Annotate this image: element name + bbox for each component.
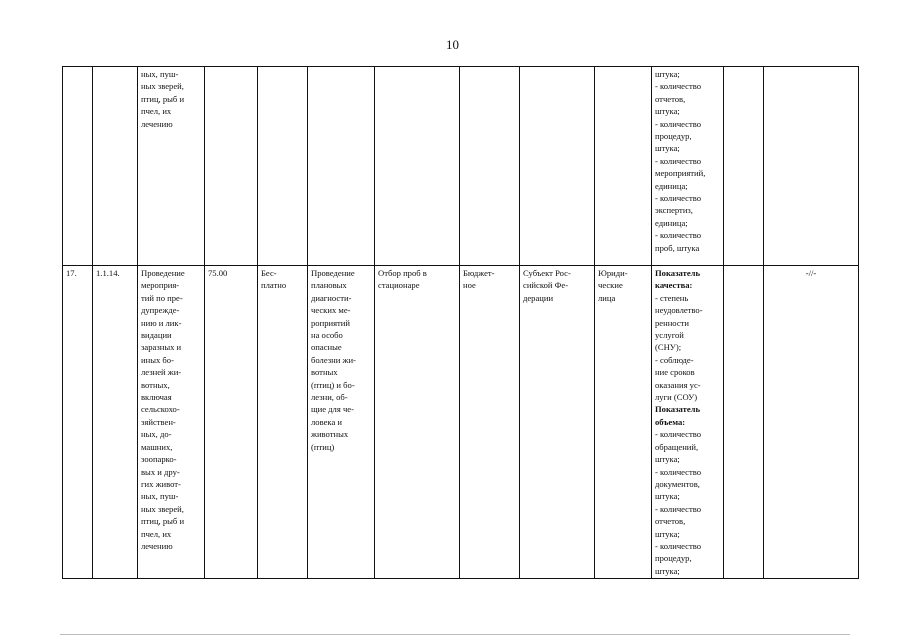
cell-service-name: Проведение мероприя- тий по пре- дупрежде- нию и лик- видации заразных и иных бо- лезней жи- вотных, включая сельскохо- зяйствен- ных, до- машних, зоопарко- вых и дру- гих живот- ных, пуш- ных зверей, птиц, рыб и пчел, их лечению <box>138 266 205 579</box>
indicator-line: объема: <box>655 416 686 427</box>
services-register-table <box>62 66 859 579</box>
cell-institution-type: Бюджет- ное <box>460 266 520 579</box>
indicator-line: документов, <box>655 478 700 489</box>
indicator-line: луги (СОУ) <box>655 392 698 403</box>
indicator-line: - степень <box>655 292 689 303</box>
indicator-line: штука; <box>655 491 680 502</box>
cell-basis: -//- <box>764 266 859 579</box>
cell-code <box>93 67 138 266</box>
indicator-line: обращений, <box>655 441 699 452</box>
cell-founder <box>520 67 595 266</box>
indicator-line: оказания ус- <box>655 379 701 390</box>
scan-artifact-line <box>60 634 850 635</box>
indicator-line: - соблюде- <box>655 354 694 365</box>
cell-okved <box>205 67 258 266</box>
cell-payment <box>258 67 308 266</box>
cell-consumers: Юриди- ческие лица <box>595 266 652 579</box>
indicator-line: услугой <box>655 330 684 341</box>
cell-founder: Субъект Рос- сийской Фе- дерации <box>520 266 595 579</box>
indicator-line: ние сроков <box>655 367 695 378</box>
cell-payment: Бес- платно <box>258 266 308 579</box>
indicator-line: штука; <box>655 454 680 465</box>
indicator-line: Показатель <box>655 404 701 415</box>
cell-service-name-continued: ных, пуш- ных зверей, птиц, рыб и пчел, их лечению <box>138 67 205 266</box>
cell-code: 1.1.14. <box>93 266 138 579</box>
cell-number <box>63 67 93 266</box>
indicator-line: - количество <box>655 503 702 514</box>
indicator-line: - количество <box>655 540 702 551</box>
indicator-line: (СНУ); <box>655 342 682 353</box>
cell-empty <box>724 67 764 266</box>
indicator-line: Показатель <box>655 268 701 278</box>
cell-content <box>308 67 375 266</box>
cell-okved: 75.00 <box>205 266 258 579</box>
indicator-line: качества: <box>655 280 693 291</box>
indicator-line: отчетов, <box>655 516 686 527</box>
cell-number: 17. <box>63 266 93 579</box>
cell-conditions <box>375 67 460 266</box>
indicator-line: - количество <box>655 429 702 440</box>
cell-basis <box>764 67 859 266</box>
indicator-line: процедур, <box>655 553 692 564</box>
indicator-line: неудовлетво- <box>655 305 703 316</box>
cell-content: Проведение плановых диагности- ческих ме- роприятий на особо опасные болезни жи- вотных (птиц) и бо- лезни, об- щие для че- ловека и животных (птиц) <box>308 266 375 579</box>
table-row <box>63 67 859 266</box>
cell-consumers <box>595 67 652 266</box>
cell-indicators-continued: штука; - количество отчетов, штука; - количество процедур, штука; - количество мероприятий, единица; - количество экспертиз, единица; - количество проб, штука <box>652 67 724 266</box>
table-row <box>63 266 859 579</box>
cell-indicators <box>652 266 724 579</box>
indicator-line: штука; <box>655 528 680 539</box>
indicator-line: ренности <box>655 317 689 328</box>
cell-institution-type <box>460 67 520 266</box>
cell-conditions: Отбор проб в стационаре <box>375 266 460 579</box>
indicator-line: штука; <box>655 565 680 576</box>
page-number: 10 <box>446 37 459 52</box>
indicator-line: - количество <box>655 466 702 477</box>
cell-empty <box>724 266 764 579</box>
